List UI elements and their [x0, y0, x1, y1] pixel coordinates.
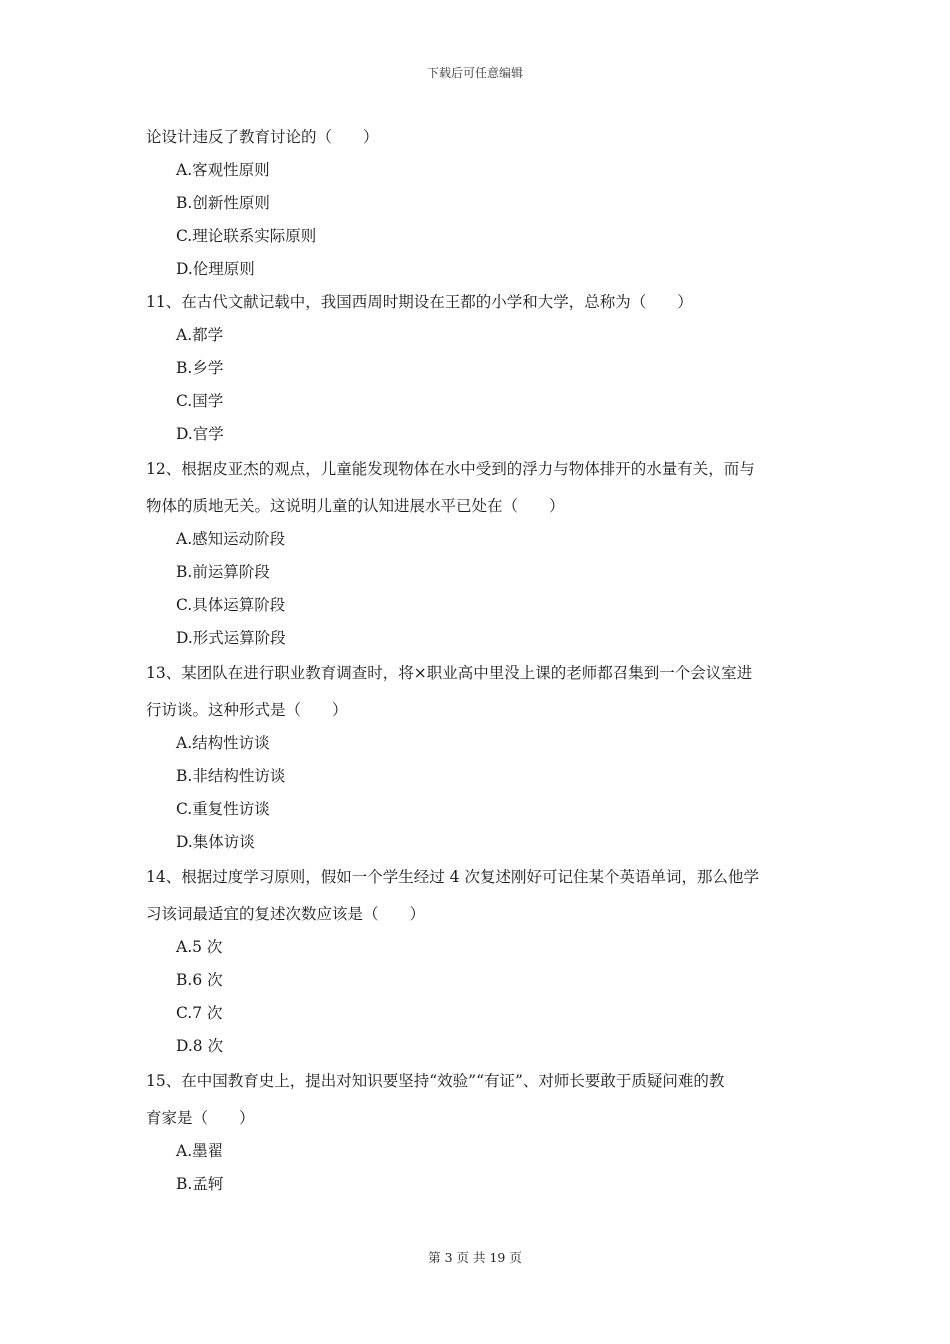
question-stem-line: 13、某团队在进行职业教育调查时，将×职业高中里没上课的老师都召集到一个会议室进 [146, 664, 753, 682]
question-stem-line: 11、在古代文献记载中，我国西周时期设在王都的小学和大学，总称为（ ） [146, 293, 693, 311]
answer-option: D.形式运算阶段 [176, 629, 286, 647]
answer-option: A.5 次 [176, 938, 223, 956]
question-stem-line: 行访谈。这种形式是（ ） [146, 701, 348, 719]
question-stem-line: 物体的质地无关。这说明儿童的认知进展水平已处在（ ） [146, 497, 565, 515]
question-stem-line: 15、在中国教育史上，提出对知识要坚持“效验”“有证”、对师长要敢于质疑问难的教 [146, 1072, 725, 1090]
answer-option: B.孟轲 [176, 1175, 224, 1193]
question-stem-line: 14、根据过度学习原则，假如一个学生经过 4 次复述刚好可记住某个英语单词，那么他学 [146, 868, 759, 886]
answer-option: B.创新性原则 [176, 194, 270, 212]
question-stem-line: 习该词最适宜的复述次数应该是（ ） [146, 905, 426, 923]
answer-option: A.墨翟 [176, 1142, 224, 1160]
answer-option: A.结构性访谈 [176, 734, 270, 752]
answer-option: D.官学 [176, 425, 224, 443]
answer-option: C.重复性访谈 [176, 800, 270, 818]
answer-option: C.国学 [176, 392, 224, 410]
answer-option: B.乡学 [176, 359, 224, 377]
answer-option: D.伦理原则 [176, 260, 255, 278]
answer-option: A.都学 [176, 326, 224, 344]
answer-option: A.感知运动阶段 [176, 530, 286, 548]
question-stem-line: 论设计违反了教育讨论的（ ） [146, 128, 379, 146]
question-stem-line: 育家是（ ） [146, 1109, 255, 1127]
answer-option: B.前运算阶段 [176, 563, 270, 581]
answer-option: D.集体访谈 [176, 833, 255, 851]
page-header: 下载后可任意编辑 [426, 66, 523, 80]
answer-option: B.6 次 [176, 971, 223, 989]
page-number-footer: 第 3 页 共 19 页 [428, 1250, 522, 1265]
answer-option: B.非结构性访谈 [176, 767, 286, 785]
answer-option: C.理论联系实际原则 [176, 227, 317, 245]
question-stem-line: 12、根据皮亚杰的观点，儿童能发现物体在水中受到的浮力与物体排开的水量有关，而与 [146, 460, 755, 478]
answer-option: D.8 次 [176, 1037, 224, 1055]
answer-option: A.客观性原则 [176, 161, 270, 179]
answer-option: C.7 次 [176, 1004, 223, 1022]
answer-option: C.具体运算阶段 [176, 596, 286, 614]
